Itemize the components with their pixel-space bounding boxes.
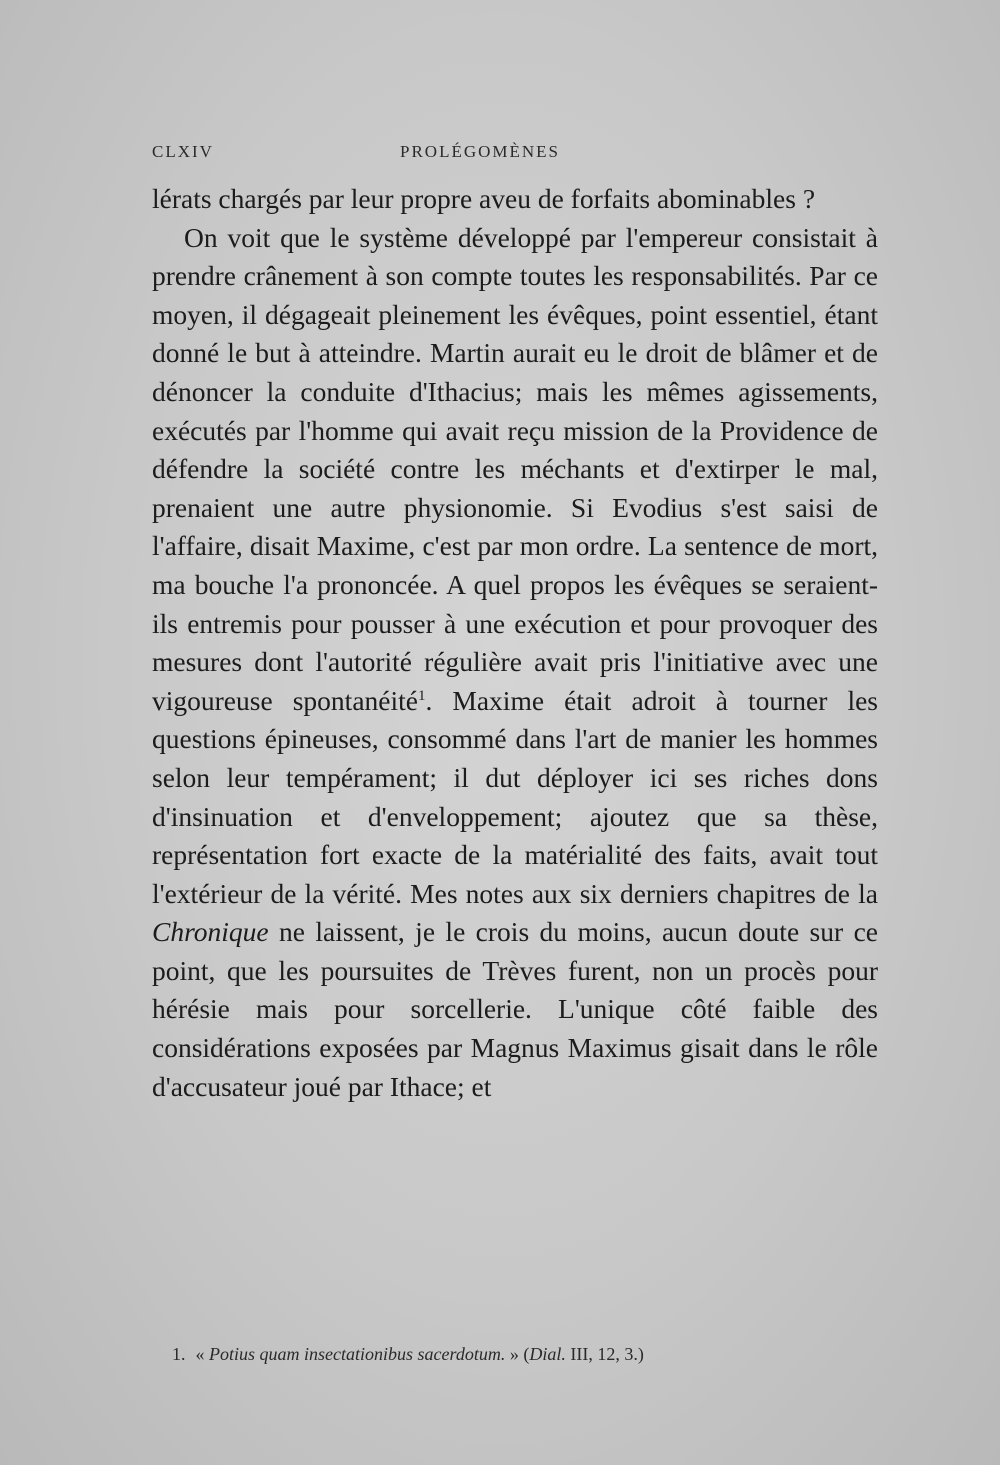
- paragraph-continued: [152, 180, 878, 219]
- paragraph: [152, 219, 878, 1107]
- footnote-source: Dial.: [529, 1344, 566, 1364]
- paragraph-2-text-a: On voit que le système développé par l'empereur consistait à prendre crânement à son compte toutes les responsabilités. Par ce moyen, il dégageait pleinement les évêques, point essentiel, étant donné le but à atteindre. Martin aurait eu le droit de blâmer et de dénoncer la conduite d'Ithacius; mais les mêmes agissements, exécutés par l'homme qui avait reçu mission de la Providence de défendre la société contre les méchants et d'extirper le mal, prenaient une autre physionomie. Si Evodius s'est saisi de l'affaire, disait Maxime, c'est par mon ordre. La sentence de mort, ma bouche l'a prononcée. A quel propos les évêques se seraient-ils entremis pour pousser à une exécution et pour provoquer des mesures dont l'autorité régulière avait pris l'initiative avec une vigoureuse spontanéité: [152, 221, 878, 716]
- footnote-latin-quote: Potius quam insectationibus sacerdotum.: [209, 1344, 506, 1364]
- footnote: [172, 1342, 892, 1366]
- paragraph-2-text-c: ne laissent, je le crois du moins, aucun doute sur ce point, que les poursuites de Trèves furent, non un procès pour hérésie mais pour sorcellerie. L'unique côté faible des considérations exposées par Magnus Maximus gisait dans le rôle d'accusateur joué par Ithace; et: [152, 916, 878, 1102]
- page-number: CLXIV: [152, 142, 214, 161]
- footnote-reference-numbers: III, 12, 3.): [565, 1344, 644, 1364]
- paragraph-1-text: lérats chargés par leur propre aveu de forfaits abominables ?: [152, 183, 816, 214]
- paragraph-2-text-b: . Maxime était adroit à tourner les questions épineuses, consommé dans l'art de manier les hommes selon leur tempérament; il dut déployer ici ses riches dons d'insinuation et d'enveloppement; ajoutez que sa thèse, représentation fort exacte de la matérialité des faits, avait tout l'extérieur de la vérité. Mes notes aux six derniers chapitres de la: [152, 684, 878, 909]
- running-head: [152, 142, 878, 166]
- italic-title: Chronique: [152, 916, 269, 948]
- footnote-number: 1.: [172, 1344, 186, 1364]
- main-text: [152, 180, 878, 1106]
- footnote-reference: 1: [417, 687, 426, 704]
- footnote-close-quote: » (: [505, 1344, 530, 1364]
- running-title: PROLÉGOMÈNES: [400, 142, 561, 161]
- footnote-open-quote: «: [195, 1344, 209, 1364]
